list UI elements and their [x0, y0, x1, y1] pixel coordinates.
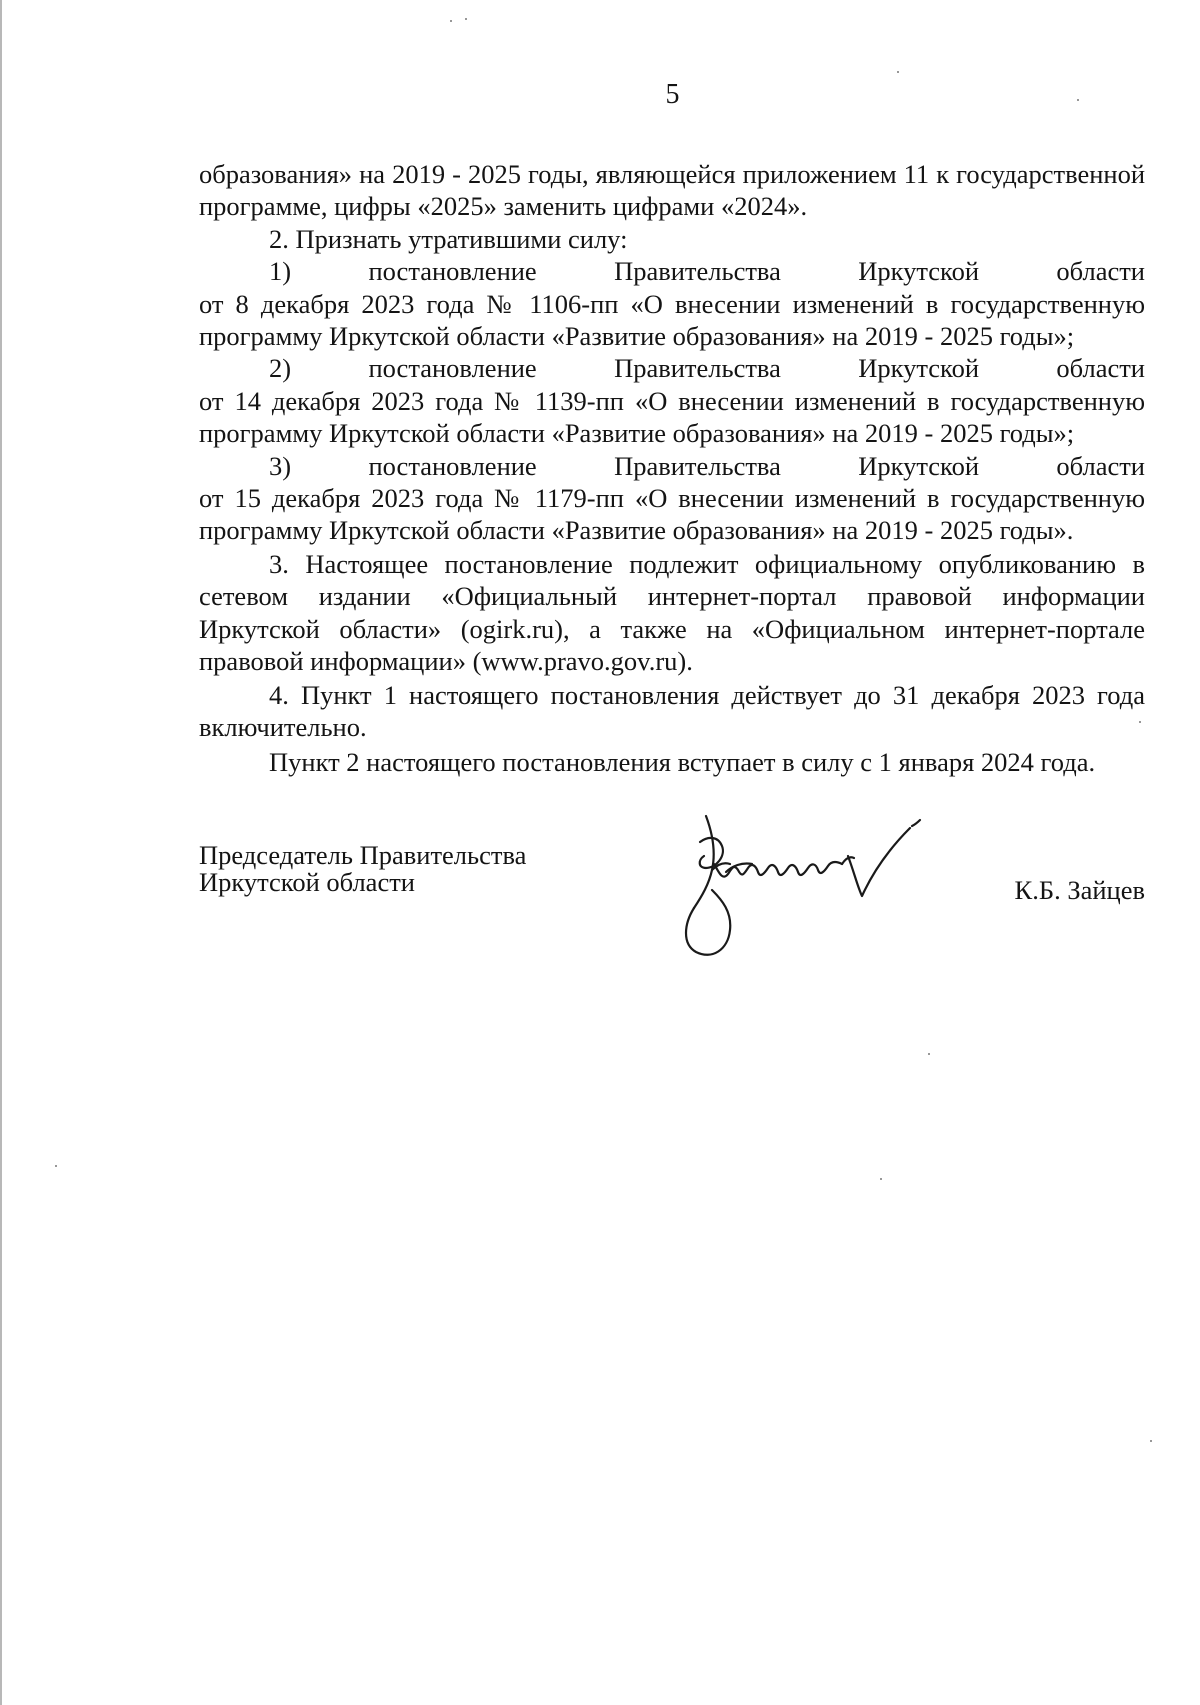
list-item: [199, 352, 1145, 449]
list-item-word: Иркутской: [858, 353, 980, 384]
list-item-text: от 14 декабря 2023 года № 1139-пп «О внесении изменений в государственную программу Иркутской области «Развитие образования» на 2019 - 2025 годы»;: [199, 385, 1145, 449]
list-item: [199, 450, 1145, 547]
scan-speck: [450, 20, 452, 22]
scan-speck: [1150, 1440, 1152, 1442]
page-number: 5: [665, 79, 680, 110]
document-body: [199, 158, 1145, 779]
list-item-head: [199, 450, 1145, 482]
list-item-word: Иркутской: [858, 450, 980, 481]
list-item-head: [199, 255, 1145, 287]
signatory-position-line: Иркутской области: [199, 867, 415, 897]
list-item-word: области: [1056, 256, 1145, 287]
list-item-head: [199, 352, 1145, 384]
scan-speck: [928, 1053, 930, 1055]
list-item-word: Правительства: [614, 256, 781, 287]
scan-speck: [880, 1178, 882, 1180]
signature-icon: [672, 812, 942, 962]
list-item-word: Правительства: [614, 353, 781, 384]
list-item-word: Иркутской: [858, 256, 980, 287]
paragraph-3: 3. Настоящее постановление подлежит официальному опубликованию в сетевом издании «Официальный интернет-портал правовой информации Иркутской области» (ogirk.ru), а также на «Официальном интернет-портале правовой информации» (www.pravo.gov.ru).: [199, 548, 1145, 677]
list-item-word: Правительства: [614, 450, 781, 481]
paragraph-5: Пункт 2 настоящего постановления вступает в силу с 1 января 2024 года.: [269, 747, 1096, 778]
paragraph-4: 4. Пункт 1 настоящего постановления действует до 31 декабря 2023 года включительно.: [199, 679, 1145, 742]
scan-speck: [55, 1165, 57, 1167]
scan-speck: [465, 18, 467, 20]
list-item-word: области: [1056, 353, 1145, 384]
signatory-position: [199, 842, 526, 896]
list-item-text: от 8 декабря 2023 года № 1106-пп «О внесении изменений в государственную программу Иркутской области «Развитие образования» на 2019 - 2025 годы»;: [199, 288, 1145, 352]
list-item-word: области: [1056, 450, 1145, 481]
list-item-word: постановление: [368, 256, 537, 287]
list-item-word: постановление: [368, 450, 537, 481]
scan-edge-line: [0, 0, 2, 1705]
signer-name: К.Б. Зайцев: [1014, 875, 1145, 905]
list-item-number: 1): [269, 256, 292, 287]
list-item-text: от 15 декабря 2023 года № 1179-пп «О внесении изменений в государственную программу Иркутской области «Развитие образования» на 2019 - 2025 годы».: [199, 483, 1145, 546]
list-item-number: 3): [269, 450, 292, 481]
paragraph-2: 2. Признать утратившими силу:: [269, 223, 628, 254]
scan-speck: [897, 71, 899, 73]
list-item-number: 2): [269, 353, 292, 384]
signatory-position-line: Председатель Правительства: [199, 840, 527, 870]
paragraph-continuation: образования» на 2019 - 2025 годы, являющейся приложением 11 к государственной программе, цифры «2025» заменить цифрами «2024».: [199, 159, 1145, 222]
list-item: [199, 255, 1145, 352]
list-item-word: постановление: [368, 353, 537, 384]
